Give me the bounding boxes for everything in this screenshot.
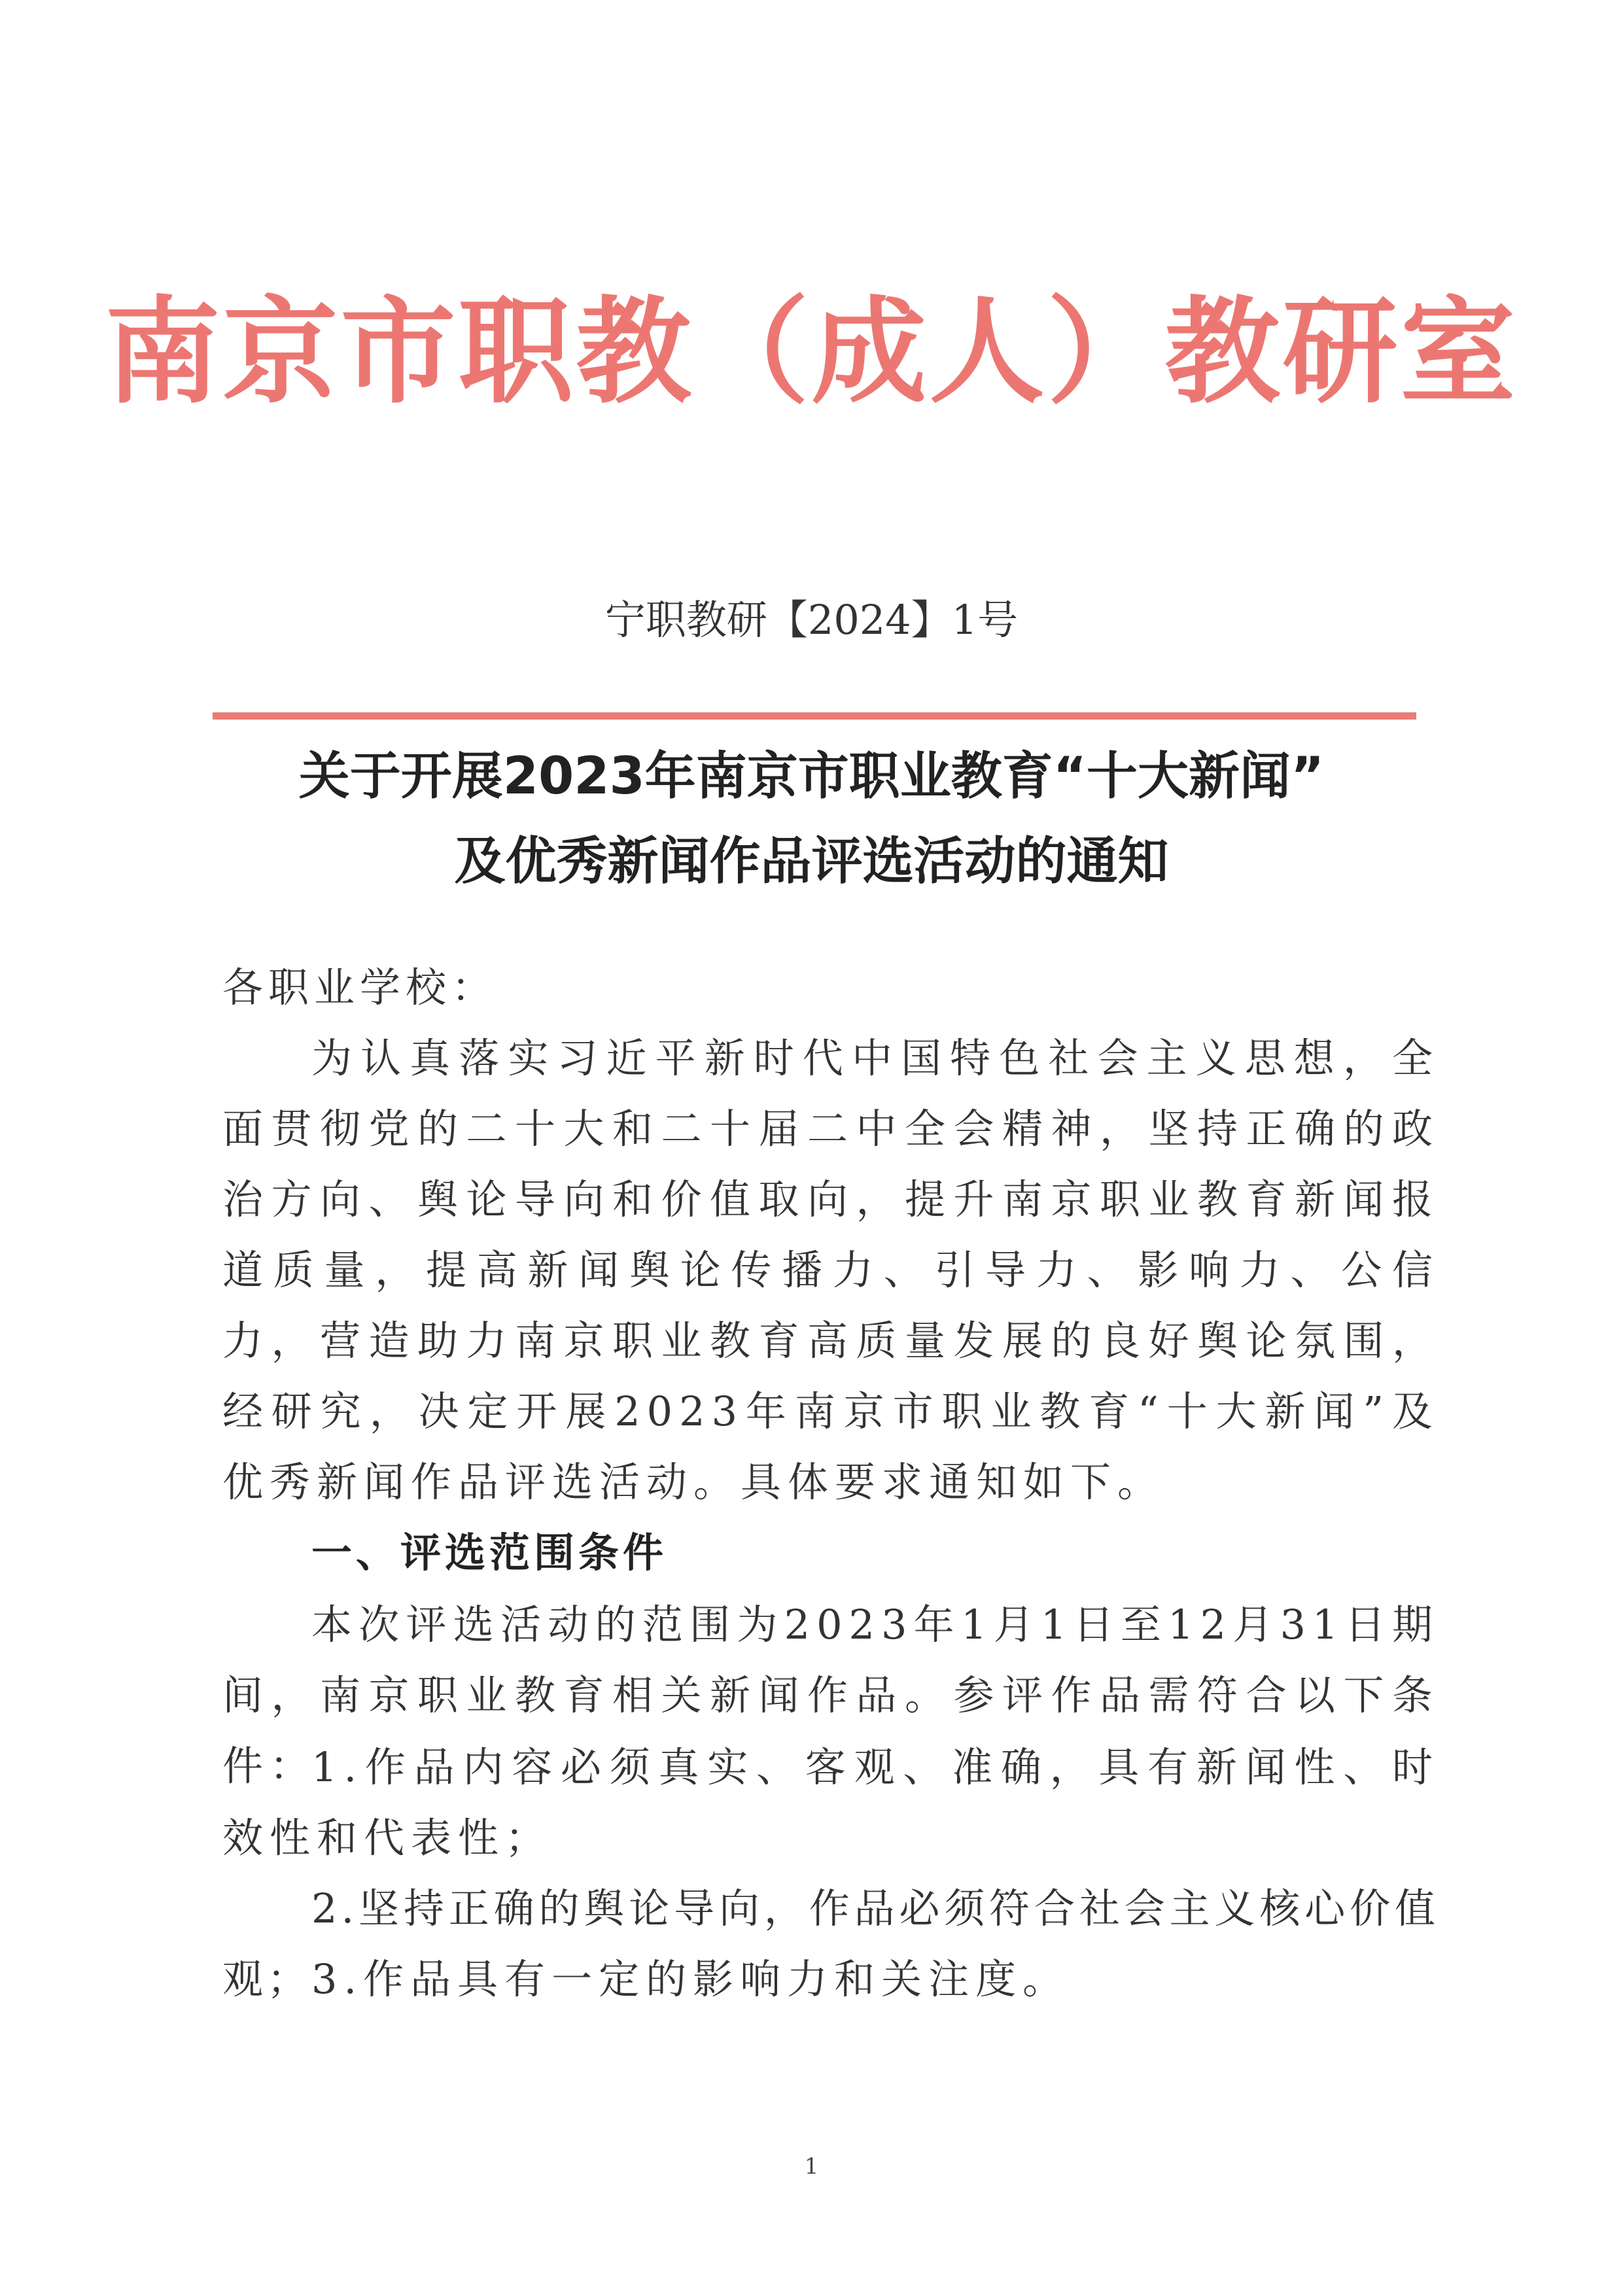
- red-divider-line: [213, 712, 1416, 720]
- condition-item-1: 1.作品内容必须真实、客观、准确，具有新闻性、时效性和代表性；: [222, 1743, 1439, 1862]
- notice-title-line-2: 及优秀新闻作品评选活动的通知: [454, 832, 1169, 891]
- intro-paragraph: 为认真落实习近平新时代中国特色社会主义思想，全面贯彻党的二十大和二十届二中全会精神，坚持正确的政治方向、舆论导向和价值取向，提升南京职业教育新闻报道质量，提高新闻舆论传播力、引导力、影响力、公信力，营造助力南京职业教育高质量发展的良好舆论氛围，经研究，决定开展2023年南京市职业教育“十大新闻”及优秀新闻作品评选活动。具体要求通知如下。: [222, 1034, 1439, 1506]
- section-1-paragraph: 本次评选活动的范围为2023年1月1日至12月31日期间，南京职业教育相关新闻作品。参评作品需符合以下条件：: [222, 1601, 1439, 1790]
- document-number: 宁职教研【2024】1号: [604, 596, 1019, 644]
- salutation: 各职业学校：: [222, 964, 498, 1011]
- section-heading-1: 一、评选范围条件: [311, 1529, 668, 1576]
- page-number: 1: [804, 2153, 819, 2180]
- condition-item-3: 3.作品具有一定的影响力和关注度。: [311, 1955, 1070, 2003]
- condition-item-2: 2.坚持正确的舆论导向，作品必须符合社会主义核心价值观；: [222, 1885, 1439, 2003]
- issuing-organization-header: 南京市职教（成人）教研室: [105, 284, 1518, 419]
- notice-title-line-1: 关于开展2023年南京市职业教育“十大新闻”: [298, 747, 1325, 806]
